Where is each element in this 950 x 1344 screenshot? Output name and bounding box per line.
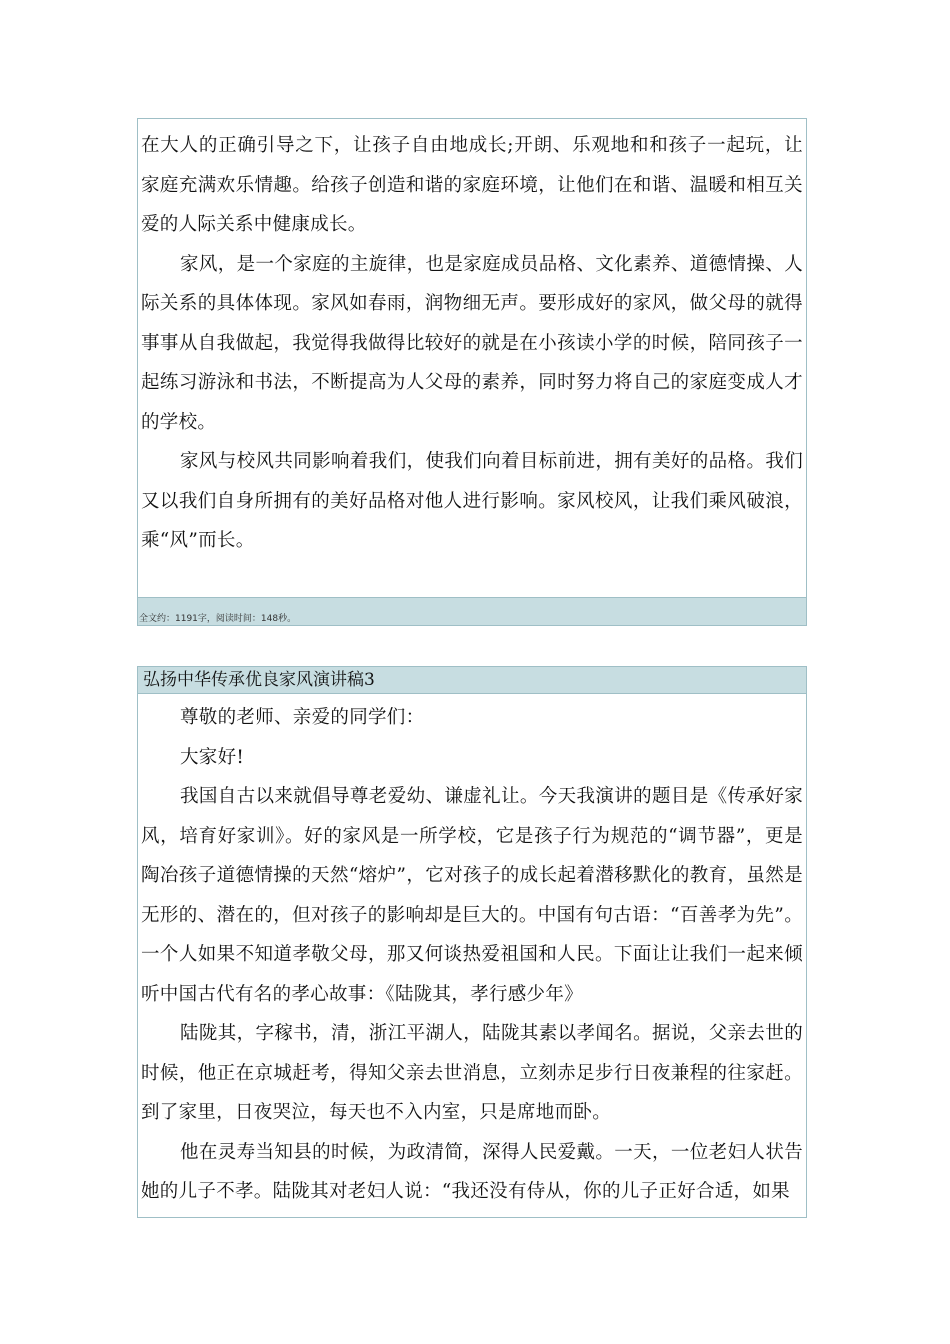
- paragraph: 陆陇其，字稼书，清，浙江平湖人，陆陇其素以孝闻名。据说，父亲去世的时候，他正在京城赶考，得知父亲去世消息，立刻赤足步行日夜兼程的往家赶。到了家里，日夜哭泣，每天也不入内室，只是席地而卧。: [141, 1023, 803, 1123]
- paragraph: 家风与校风共同影响着我们，使我们向着目标前进，拥有美好的品格。我们又以我们自身所拥有的美好品格对他人进行影响。家风校风，让我们乘风破浪，乘“风”而长。: [141, 451, 803, 551]
- word-count-text: 全文约：1191字，阅读时间：148秒。: [139, 614, 297, 624]
- word-count-footer: [138, 597, 806, 625]
- paragraph: 在大人的正确引导之下，让孩子自由地成长;开朗、乐观地和和孩子一起玩，让家庭充满欢乐情趣。给孩子创造和谐的家庭环境，让他们在和谐、温暖和相互关爱的人际关系中健康成长。: [141, 135, 803, 235]
- article-title-bar: [138, 667, 806, 694]
- paragraph: 尊敬的老师、亲爱的同学们：: [180, 707, 425, 728]
- paragraph: 我国自古以来就倡导尊老爱幼、谦虚礼让。今天我演讲的题目是《传承好家风，培育好家训》。好的家风是一所学校，它是孩子行为规范的“调节器”，更是陶冶孩子道德情操的天然“熔炉”，它对孩子的成长起着潜移默化的教育，虽然是无形的、潜在的，但对孩子的影响却是巨大的。中国有句古语：“百善孝为先”。一个人如果不知道孝敬父母，那又何谈热爱祖国和人民。下面让让我们一起来倾听中国古代有名的孝心故事：《陆陇其，孝行感少年》: [141, 786, 803, 1005]
- paragraph: 大家好!: [180, 746, 245, 768]
- article-body: [138, 694, 806, 1212]
- article-continuation-box: [137, 118, 807, 626]
- article-body: [138, 119, 806, 561]
- speech-article-box: [137, 666, 807, 1218]
- paragraph: 家风，是一个家庭的主旋律，也是家庭成员品格、文化素养、道德情操、人际关系的具体体现。家风如春雨，润物细无声。要形成好的家风，做父母的就得事事从自我做起，我觉得我做得比较好的就是在小孩读小学的时候，陪同孩子一起练习游泳和书法，不断提高为人父母的素养，同时努力将自己的家庭变成人才的学校。: [141, 253, 803, 433]
- paragraph: 他在灵寿当知县的时候，为政清简，深得人民爱戴。一天，一位老妇人状告她的儿子不孝。陆陇其对老妇人说：“我还没有侍从，你的儿子正好合适，如果: [141, 1141, 803, 1202]
- article-title: 弘扬中华传承优良家风演讲稿3: [143, 670, 375, 690]
